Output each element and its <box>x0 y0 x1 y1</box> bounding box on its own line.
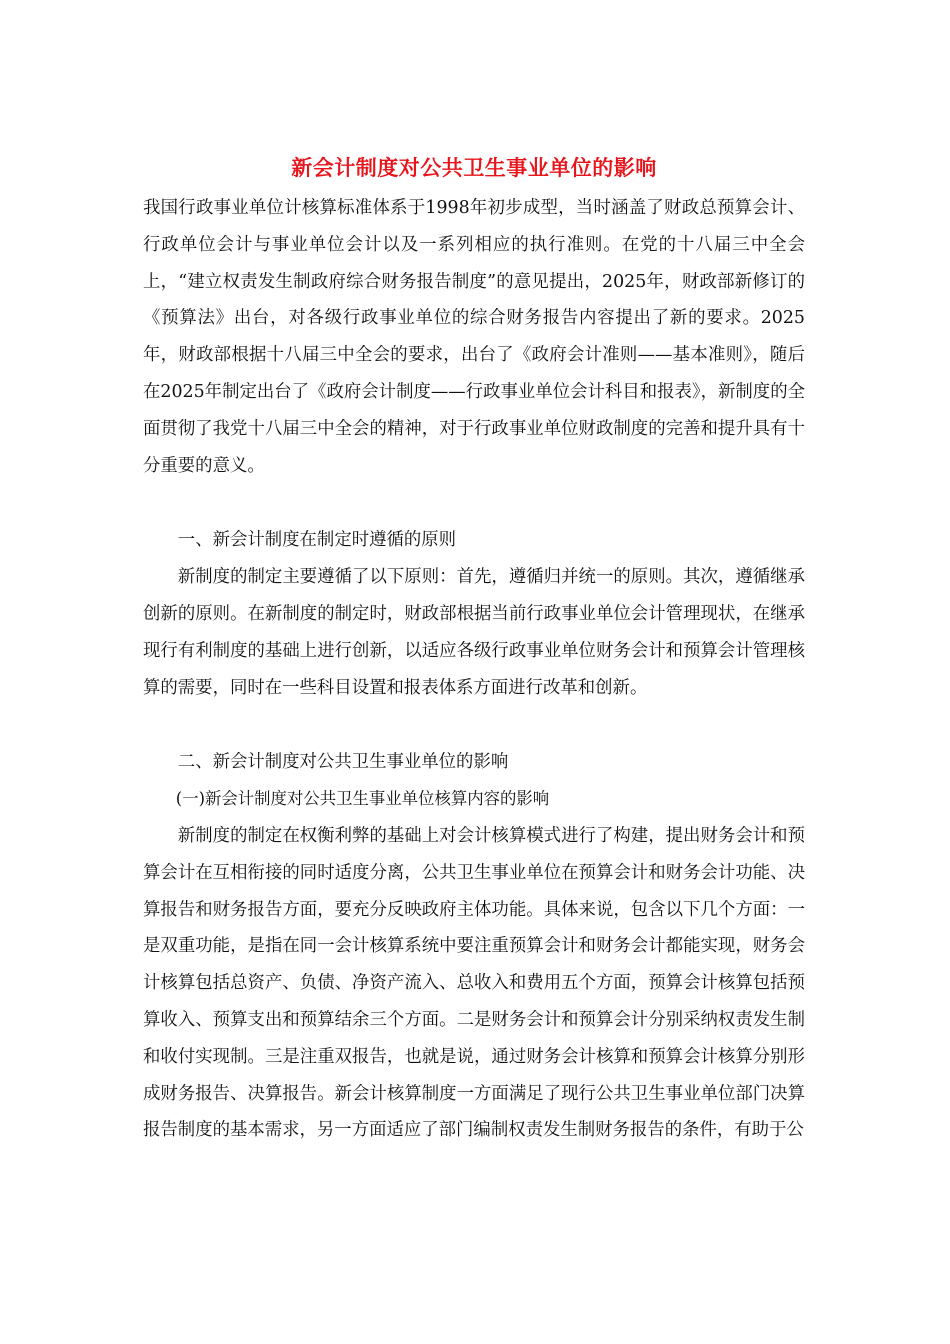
document-title: 新会计制度对公共卫生事业单位的影响 <box>291 156 657 180</box>
document-page <box>143 150 805 1149</box>
section-2-subheading: (一)新会计制度对公共卫生事业单位核算内容的影响 <box>175 789 550 809</box>
section-2-body: 新制度的制定在权衡利弊的基础上对会计核算模式进行了构建，提出财务会计和预算会计在互相衔接的同时适度分离，公共卫生事业单位在预算会计和财务会计功能、决算报告和财务报告方面，要充分反映政府主体功能。具体来说，包含以下几个方面：一是双重功能，是指在同一会计核算系统中要注重预算会计和财务会计都能实现，财务会计核算包括总资产、负债、净资产流入、总收入和费用五个方面，预算会计核算包括预算收入、预算支出和预算结余三个方面。二是财务会计和预算会计分别采纳权责发生制和收付实现制。三是注重双报告，也就是说，通过财务会计核算和预算会计核算分别形成财务报告、决算报告。新会计核算制度一方面满足了现行公共卫生事业单位部门决算报告制度的基本需求，另一方面适应了部门编制权责发生制财务报告的条件，有助于公 <box>143 825 805 1141</box>
section-1-heading: 一、新会计制度在制定时遵循的原则 <box>177 530 457 551</box>
paragraph-spacer <box>143 484 805 522</box>
intro-paragraph: 我国行政事业单位计核算标准体系于1998年初步成型，当时涵盖了财政总预算会计、行政单位会计与事业单位会计以及一系列相应的执行准则。在党的十八届三中全会上，“建立权责发生制政府综合财务报告制度”的意见提出，2025年，财政部新修订的《预算法》出台，对各级行政事业单位的综合财务报告内容提出了新的要求。2025年，财政部根据十八届三中全会的要求，出台了《政府会计准则——基本准则》，随后在2025年制定出台了《政府会计制度——行政事业单位会计科目和报表》，新制度的全面贯彻了我党十八届三中全会的精神，对于行政事业单位财政制度的完善和提升具有十分重要的意义。 <box>143 198 805 476</box>
section-2-heading: 二、新会计制度对公共卫生事业单位的影响 <box>177 752 509 773</box>
paragraph-spacer <box>143 706 805 744</box>
section-1-body: 新制度的制定主要遵循了以下原则：首先，遵循归并统一的原则。其次，遵循继承创新的原则。在新制度的制定时，财政部根据当前行政事业单位会计管理现状，在继承现行有利制度的基础上进行创新，以适应各级行政事业单位财务会计和预算会计管理核算的需要，同时在一些科目设置和报表体系方面进行改革和创新。 <box>143 567 805 698</box>
